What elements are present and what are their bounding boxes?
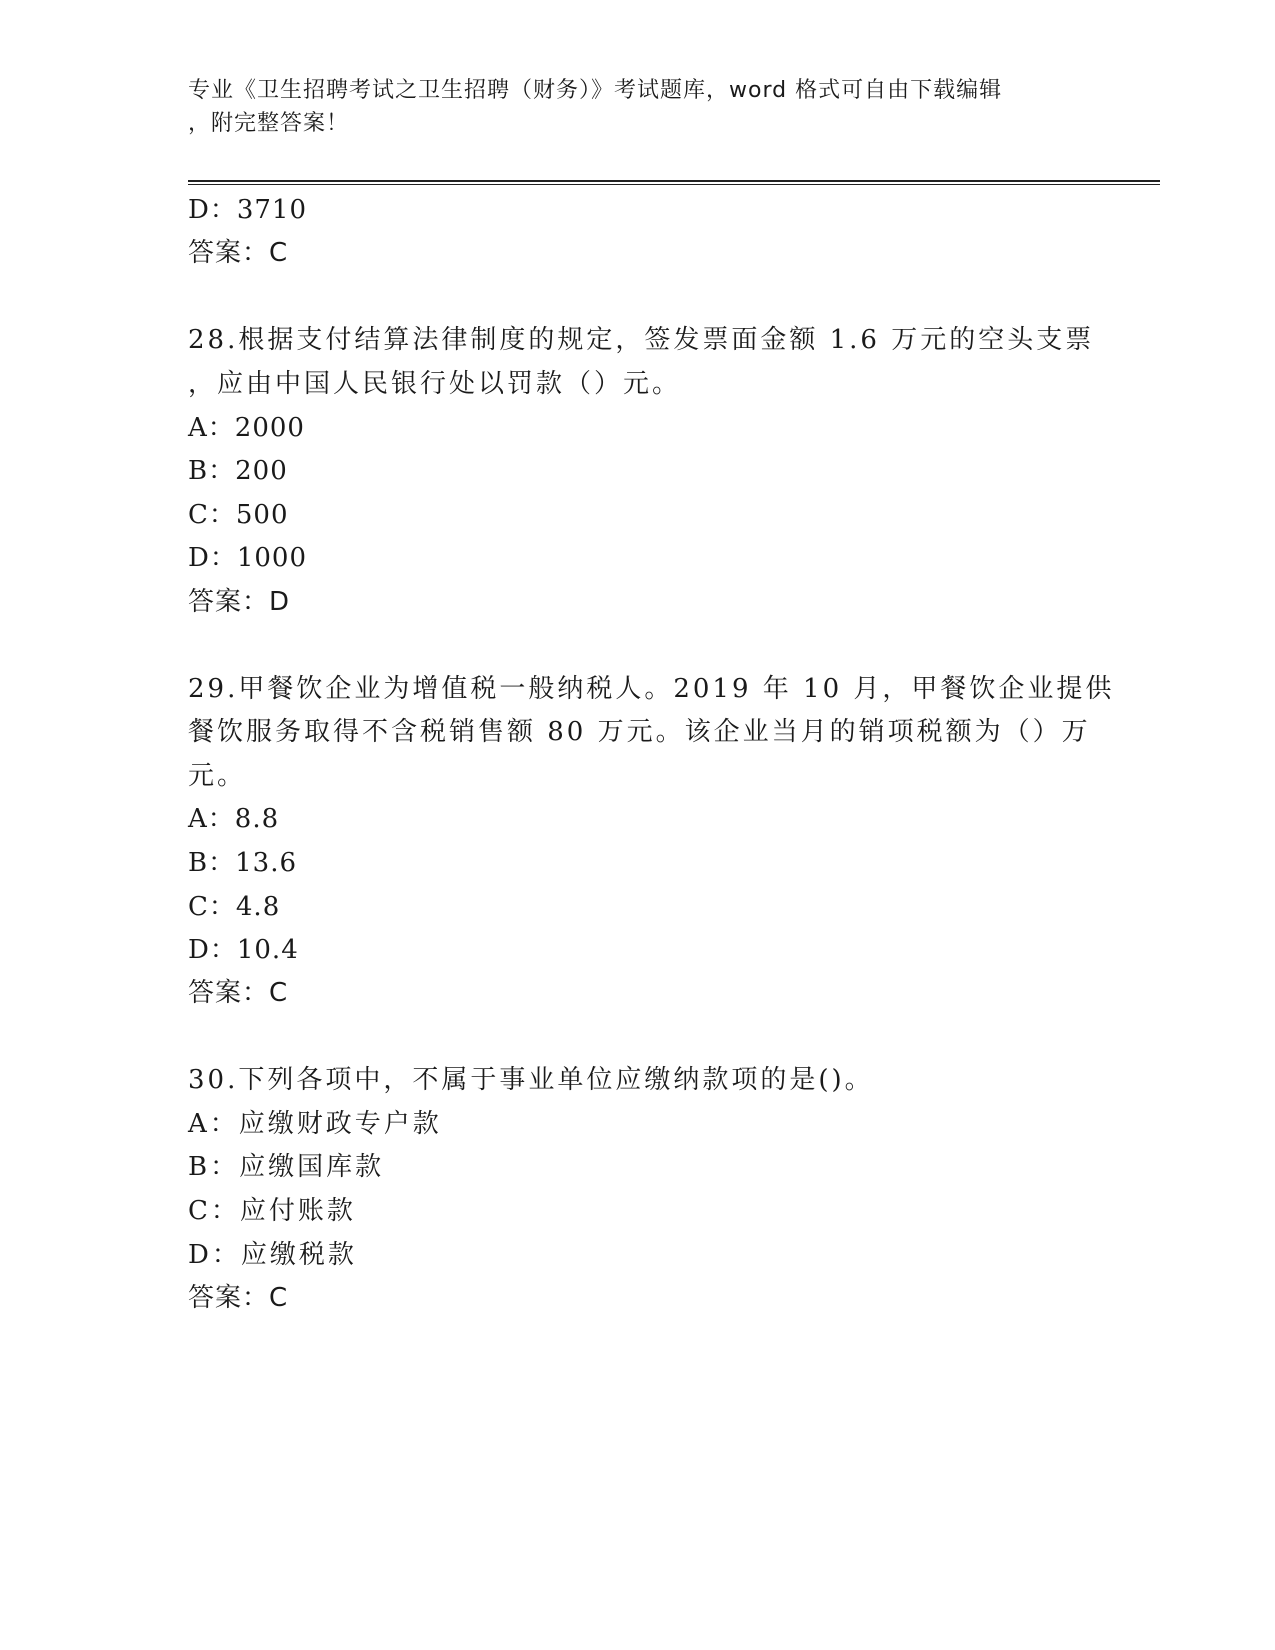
q29-stem-line-2: 餐饮服务取得不含税销售额 80 万元。该企业当月的销项税额为（）万 xyxy=(188,717,1091,747)
q29-answer: 答案：C xyxy=(188,978,289,1008)
q29-option-a: A：8.8 xyxy=(188,804,280,834)
header-rule-thick xyxy=(188,180,1160,182)
q28-stem-line-1: 28.根据支付结算法律制度的规定，签发票面金额 1.6 万元的空头支票 xyxy=(188,325,1095,355)
q29-stem-line-1: 29.甲餐饮企业为增值税一般纳税人。2019 年 10 月，甲餐饮企业提供 xyxy=(188,674,1115,704)
q30-option-b: B：应缴国库款 xyxy=(188,1152,385,1182)
q30-stem-line-1: 30.下列各项中，不属于事业单位应缴纳款项的是()。 xyxy=(188,1065,874,1095)
q28-option-d: D：1000 xyxy=(188,543,308,573)
q29-option-c: C：4.8 xyxy=(188,892,281,922)
prev-answer: 答案：C xyxy=(188,238,289,268)
q30-option-c: C：应付账款 xyxy=(188,1196,356,1226)
q28-option-c: C：500 xyxy=(188,500,289,530)
document-header xyxy=(188,74,1068,140)
prev-option-d: D：3710 xyxy=(188,195,308,225)
q28-stem-line-2: ，应由中国人民银行处以罚款（）元。 xyxy=(188,369,682,399)
q30-option-d: D：应缴税款 xyxy=(188,1240,357,1270)
q28-answer: 答案：D xyxy=(188,587,291,617)
q28-option-a: A：2000 xyxy=(188,413,305,443)
q29-stem-line-3: 元。 xyxy=(188,761,247,791)
header-line-2: ，附完整答案！ xyxy=(188,111,350,136)
q28-option-b: B：200 xyxy=(188,456,288,486)
header-line-1: 专业《卫生招聘考试之卫生招聘（财务）》考试题库，word 格式可自由下载编辑 xyxy=(188,78,1003,103)
q29-option-d: D：10.4 xyxy=(188,935,299,965)
q30-option-a: A：应缴财政专户款 xyxy=(188,1109,442,1139)
q30-answer: 答案：C xyxy=(188,1283,289,1313)
q29-option-b: B：13.6 xyxy=(188,848,297,878)
header-rule-thin xyxy=(188,184,1160,185)
